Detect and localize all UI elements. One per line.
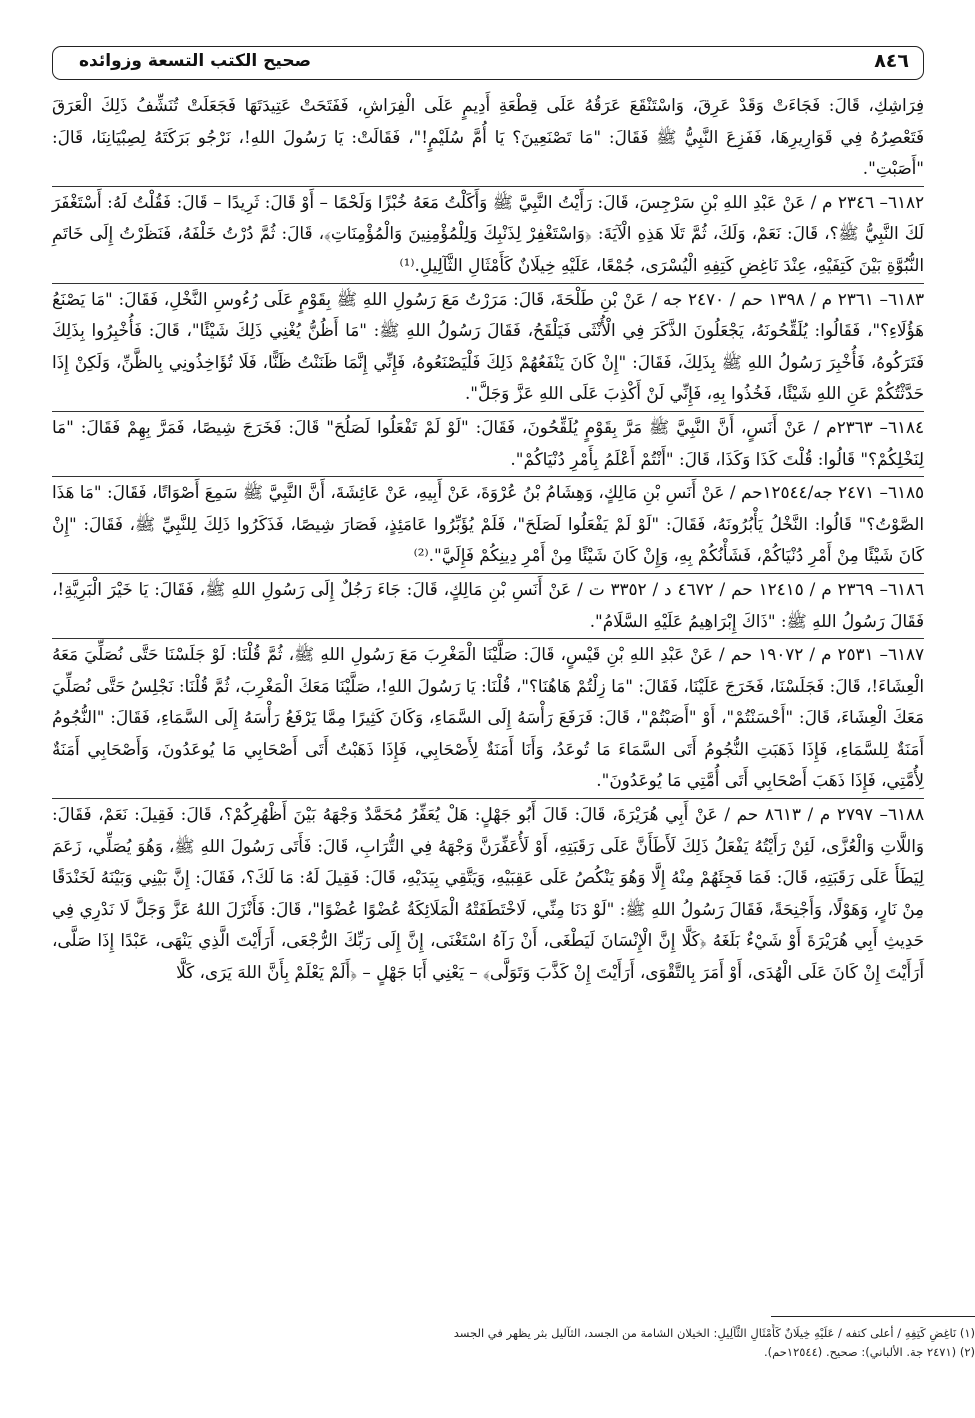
footnotes <box>103 1324 975 1362</box>
footnote-2: (٢) (٢٤٧١ جة. الألباني): صحيح. (١٢٥٤٤حم). <box>764 1345 975 1359</box>
hadith-6184: ٦١٨٤– ٢٣٦٣م / عَنْ أَنَسٍ، أَنَّ النَّبِيَّ ﷺ مَرَّ بِقَوْمٍ يُلَقِّحُونَ، فَقَالَ: "لَوْ لَمْ تَفْعَلُوا لَصَلُحَ" قَالَ: فَخَرَجَ شِيصًا، فَمَرَّ بِهِمْ فَقَالَ: "مَا لِنَخْلِكُمْ؟" قَالُوا: قُلْتَ كَذَا وَكَذَا، قَالَ: "أَنْتُمْ أَعْلَمُ بِأَمْرِ دُنْيَاكُمْ". <box>52 412 924 477</box>
footnote-separator <box>771 1316 975 1317</box>
document-page <box>52 40 924 1400</box>
hadith-continuation: فِرَاشِكِ، قَالَ: فَجَاءَتْ وَقَدْ عَرِقَ، وَاسْتَنْقَعَ عَرَقُهُ عَلَى قِطْعَةِ أَدِيمٍ عَلَى الْفِرَاشِ، فَفَتَحَتْ عَتِيدَتَهَا فَجَعَلَتْ تُنَشِّفُ ذَلِكَ الْعَرَقَ فَتَعْصِرُهُ فِي قَوَارِيرِهَا، فَفَزِعَ النَّبِيُّ ﷺ فَقَالَ: "مَا تَصْنَعِينَ؟ يَا أُمَّ سُلَيْمٍ!"، فَقَالَتْ: يَا رَسُولَ اللهِ!، نَرْجُو بَرَكَتَهُ لِصِبْيَانِنَا، قَالَ: "أَصَبْتِ". <box>52 90 924 187</box>
hadith-body <box>52 90 924 990</box>
hadith-6183: ٦١٨٣– ٢٣٦١ م / ١٣٩٨ حم / ٢٤٧٠ جه / عَنْ بْنِ طَلْحَةَ، قَالَ: مَرَرْتُ مَعَ رَسُولِ اللهِ ﷺ بِقَوْمٍ عَلَى رُءُوسِ النَّخْلِ، فَقَالَ: "مَا يَصْنَعُ هَؤُلَاءِ؟"، فَقَالُوا: يُلَقِّحُونَهُ، يَجْعَلُونَ الذَّكَرَ فِي الْأُنْثَى فَيَلْقَحُ، فَقَالَ رَسُولُ اللهِ ﷺ: "مَا أَظُنُّ يُغْنِي ذَلِكَ شَيْئًا"، قَالَ: فَأُخْبِرُوا بِذَلِكَ فَتَرَكُوهُ، فَأُخْبِرَ رَسُولُ اللهِ ﷺ بِذَلِكَ، فَقَالَ: "إِنْ كَانَ يَنْفَعُهُمْ ذَلِكَ فَلْيَصْنَعُوهُ، فَإِنِّي إِنَّمَا ظَنَنْتُ ظَنًّا، فَلَا تُؤَاخِذُونِي بِالظَّنِّ، وَلَكِنْ إِذَا حَدَّثْتُكُمْ عَنِ اللهِ شَيْئًا، فَخُذُوا بِهِ، فَإِنِّي لَنْ أَكْذِبَ عَلَى اللهِ عَزَّ وَجَلَّ". <box>52 284 924 412</box>
hadith-6187: ٦١٨٧– ٢٥٣١ م / ١٩٠٧٢ حم / عَنْ عَبْدِ اللهِ بْنِ قَيْسٍ، قَالَ: صَلَّيْنَا الْمَغْرِبَ مَعَ رَسُولِ اللهِ ﷺ، ثُمَّ قُلْنَا: لَوْ جَلَسْنَا حَتَّى نُصَلِّيَ مَعَهُ الْعِشَاءَ!، قَالَ: فَجَلَسْنَا، فَخَرَجَ عَلَيْنَا، فَقَالَ: "مَا زِلْتُمْ هَاهُنَا؟"، قُلْنَا: يَا رَسُولَ اللهِ!، صَلَّيْنَا مَعَكَ الْمَغْرِبَ، ثُمَّ قُلْنَا: نَجْلِسُ حَتَّى نُصَلِّيَ مَعَكَ الْعِشَاءَ، قَالَ: "أَحْسَنْتُمْ"، أَوْ "أَصَبْتُمْ"، قَالَ: فَرَفَعَ رَأْسَهُ إِلَى السَّمَاءِ، وَكَانَ كَثِيرًا مِمَّا يَرْفَعُ رَأْسَهُ إِلَى السَّمَاءِ، فَقَالَ: "النُّجُومُ أَمَنَةٌ لِلسَّمَاءِ، فَإِذَا ذَهَبَتِ النُّجُومُ أَتَى السَّمَاءَ مَا تُوعَدُ، وَأَنَا أَمَنَةٌ لِأَصْحَابِي، فَإِذَا ذَهَبْتُ أَتَى أَصْحَابِي مَا يُوعَدُونَ، وَأَصْحَابِي أَمَنَةٌ لِأُمَّتِي، فَإِذَا ذَهَبَ أَصْحَابِي أَتَى أُمَّتِي مَا يُوعَدُونَ". <box>52 639 924 799</box>
hadith-6188: ٦١٨٨– ٢٧٩٧ م / ٨٦١٣ حم / عَنْ أَبِي هُرَيْرَةَ، قَالَ: قَالَ أَبُو جَهْلٍ: هَلْ يُعَفِّرُ مُحَمَّدٌ وَجْهَهُ بَيْنَ أَظْهُرِكُمْ؟، قَالَ: فَقِيلَ: نَعَمْ، فَقَالَ: وَاللَّاتِ وَالْعُزَّى، لَئِنْ رَأَيْتُهُ يَفْعَلُ ذَلِكَ لَأَطَأَنَّ عَلَى رَقَبَتِهِ، أَوْ لَأُعَفِّرَنَّ وَجْهَهُ فِي التُّرَابِ، قَالَ: فَأَتَى رَسُولَ اللهِ ﷺ، وَهُوَ يُصَلِّي، زَعَمَ لِيَطَأَ عَلَى رَقَبَتِهِ، قَالَ: فَمَا فَجِئَهُمْ مِنْهُ إِلَّا وَهُوَ يَنْكُصُ عَلَى عَقِبَيْهِ، وَيَتَّقِي بِيَدَيْهِ، قَالَ: فَقِيلَ لَهُ: مَا لَكَ؟، فَقَالَ: إِنَّ بَيْنِي وَبَيْنَهُ لَخَنْدَقًا مِنْ نَارٍ، وَهَوْلًا، وَأَجْنِحَةً، فَقَالَ رَسُولُ اللهِ ﷺ: "لَوْ دَنَا مِنِّي، لَاخْتَطَفَتْهُ الْمَلَائِكَةُ عُضْوًا عُضْوًا"، قَالَ: فَأَنْزَلَ اللهُ عَزَّ وَجَلَّ لَا نَدْرِي فِي حَدِيثِ أَبِي هُرَيْرَةَ أَوْ شَيْءٌ بَلَغَهُ ﴿كَلَّا إِنَّ الْإِنْسَانَ لَيَطْغَى، أَنْ رَآهُ اسْتَغْنَى، إِنَّ إِلَى رَبِّكَ الرُّجْعَى، أَرَأَيْتَ الَّذِي يَنْهَى، عَبْدًا إِذَا صَلَّى، أَرَأَيْتَ إِنْ كَانَ عَلَى الْهُدَى، أَوْ أَمَرَ بِالتَّقْوَى، أَرَأَيْتَ إِنْ كَذَّبَ وَتَوَلَّى﴾ – يَعْنِي أَبَا جَهْلٍ – ﴿أَلَمْ يَعْلَمْ بِأَنَّ اللهَ يَرَى، كَلَّا <box>52 804 924 983</box>
hadith-6185: ٦١٨٥– ٢٤٧١ جه/١٢٥٤٤حم / عَنْ أَنَسِ بْنِ مَالِكٍ، وَهِشَامُ بْنُ عُرْوَةَ، عَنْ أَبِيهِ، عَنْ عَائِشَةَ، أَنَّ النَّبِيَّ ﷺ سَمِعَ أَصْوَاتًا، فَقَالَ: "مَا هَذَا الصَّوْتُ؟" قَالُوا: النَّخْلُ يَأْبُرُونَهُ، فَقَالَ: "لَوْ لَمْ يَفْعَلُوا لَصَلَحَ"، فَلَمْ يُؤَبِّرُوا عَامَئِذٍ، فَصَارَ شِيصًا، فَذَكَرُوا ذَلِكَ لِلنَّبِيِّ ﷺ، فَقَالَ: "إِنْ كَانَ شَيْئًا مِنْ أَمْرِ دُنْيَاكُمْ، فَشَأْنُكُمْ بِهِ، وَإِنْ كَانَ شَيْئًا مِنْ أَمْرِ دِينِكُمْ فَإِلَيَّ".⁽²⁾ <box>52 477 924 574</box>
hadith-6182: ٦١٨٢– ٢٣٤٦ م / عَنْ عَبْدِ اللهِ بْنِ سَرْجِسَ، قَالَ: رَأَيْتُ النَّبِيَّ ﷺ وَأَكَلْتُ مَعَهُ خُبْزًا وَلَحْمًا – أَوْ قَالَ: ثَرِيدًا – قَالَ: فَقُلْتُ لَهُ: أَسْتَغْفَرَ لَكَ النَّبِيُّ ﷺ؟، قَالَ: نَعَمْ، وَلَكَ، ثُمَّ تَلَا هَذِهِ الْآيَةَ: ﴿وَاسْتَغْفِرْ لِذَنْبِكَ وَلِلْمُؤْمِنِينَ وَالْمُؤْمِنَاتِ﴾، قَالَ: ثُمَّ دُرْتُ خَلْفَهُ، فَنَظَرْتُ إِلَى خَاتَمِ النُّبُوَّةِ بَيْنَ كَتِفَيْهِ، عِنْدَ نَاغِضِ كَتِفِهِ الْيُسْرَى، جُمْعًا، عَلَيْهِ خِيلَانٌ كَأَمْثَالِ الثَّآلِيلِ.⁽¹⁾ <box>52 187 924 284</box>
footnote-1: (١) نَاغِضِ كَتِفِهِ / أعلى كتفه / عَلَيْهِ خِيلَانٌ كَأَمْثَالِ الثَّآلِيلِ: الخيلان الشامة من الجسد، الثآليل بثر يظهر في الجسد <box>453 1326 975 1340</box>
hadith-6186: ٦١٨٦– ٢٣٦٩ م / ١٢٤١٥ حم / ٤٦٧٢ د / ٣٣٥٢ ت / عَنْ أَنَسِ بْنِ مَالِكٍ، قَالَ: جَاءَ رَجُلٌ إِلَى رَسُولِ اللهِ ﷺ، فَقَالَ: يَا خَيْرَ الْبَرِيَّةِ!، فَقَالَ رَسُولُ اللهِ ﷺ: "ذَاكَ إِبْرَاهِيمُ عَلَيْهِ السَّلَامُ". <box>52 574 924 639</box>
page-header <box>52 46 924 80</box>
page-number: ٨٤٦ <box>874 50 909 72</box>
book-title: صحيح الكتب التسعة وزوائده <box>79 51 311 71</box>
